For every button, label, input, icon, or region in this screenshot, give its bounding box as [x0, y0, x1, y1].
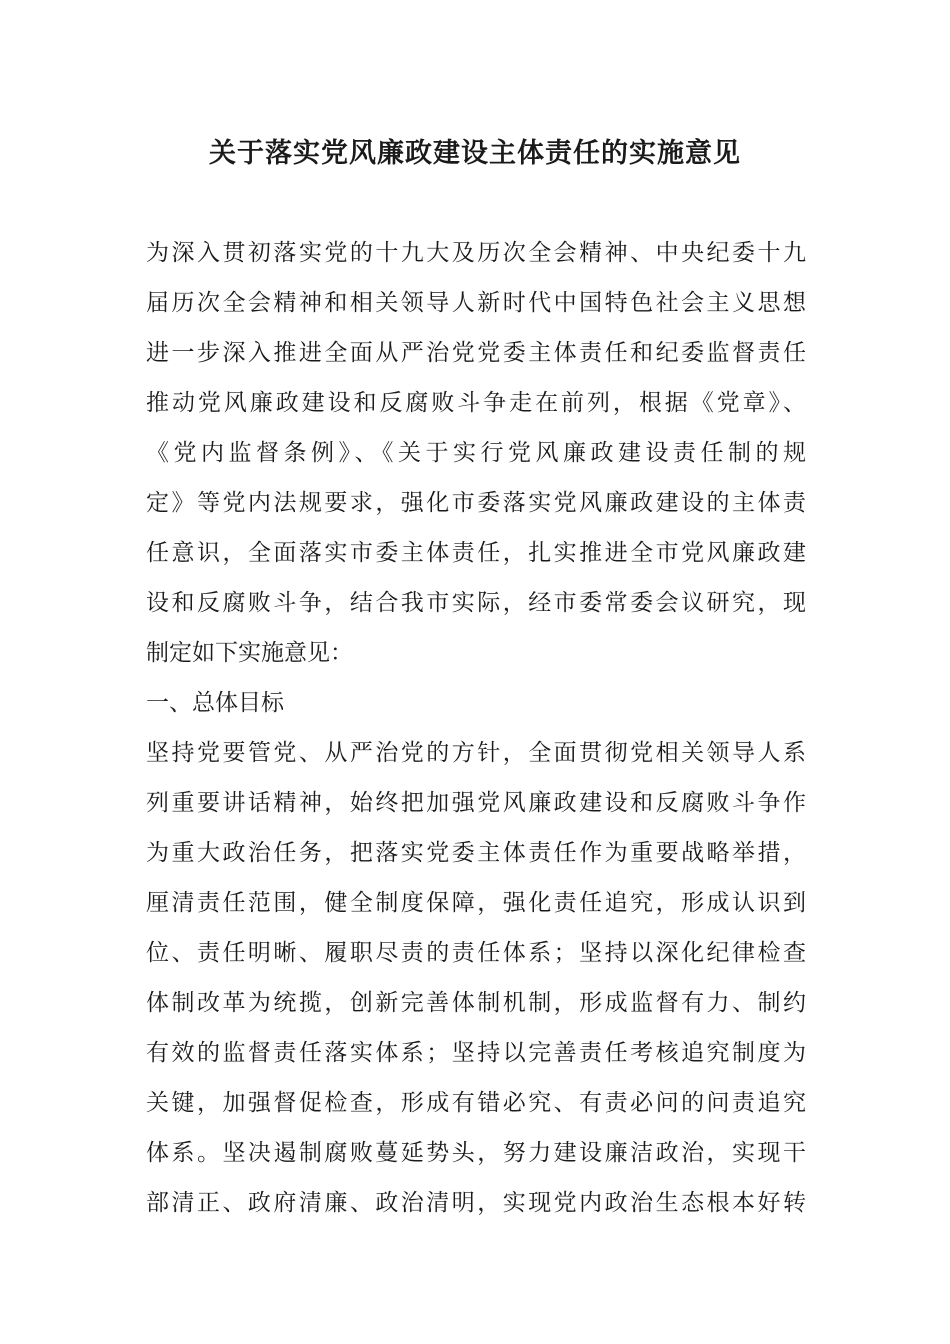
body-line: 体系。坚决遏制腐败蔓延势头，努力建设廉洁政治，实现干	[146, 1140, 806, 1166]
section-heading: 一、总体目标	[146, 690, 284, 716]
body-line: 推动党风廉政建设和反腐败斗争走在前列，根据《党章》、	[146, 390, 806, 416]
body-line: 为深入贯初落实党的十九大及历次全会精神、中央纪委十九	[146, 240, 806, 266]
body-line: 坚持党要管党、从严治党的方针，全面贯彻党相关领导人系	[146, 740, 806, 766]
body-line: 体制改革为统揽，创新完善体制机制，形成监督有力、制约	[146, 990, 806, 1016]
body-line: 《党内监督条例》、《关于实行党风廉政建设责任制的规	[146, 440, 806, 466]
body-line: 有效的监督责任落实体系；坚持以完善责任考核追究制度为	[146, 1040, 806, 1066]
body-line: 列重要讲话精神，始终把加强党风廉政建设和反腐败斗争作	[146, 790, 806, 816]
body-line: 部清正、政府清廉、政治清明，实现党内政治生态根本好转	[146, 1190, 806, 1216]
body-line: 任意识，全面落实市委主体责任，扎实推进全市党风廉政建	[146, 540, 806, 566]
body-line: 设和反腐败斗争，结合我市实际，经市委常委会议研究，现	[146, 590, 806, 616]
body-line: 进一步深入推进全面从严治党党委主体责任和纪委监督责任	[146, 340, 806, 366]
body-line: 位、责任明晰、履职尽责的责任体系；坚持以深化纪律检查	[146, 940, 806, 966]
body-line: 为重大政治任务，把落实党委主体责任作为重要战略举措，	[146, 840, 806, 866]
body-line: 定》等党内法规要求，强化市委落实党风廉政建设的主体责	[146, 490, 806, 516]
document-title: 关于落实党风廉政建设主体责任的实施意见	[209, 138, 741, 169]
body-line: 厘清责任范围，健全制度保障，强化责任追究，形成认识到	[146, 890, 806, 916]
body-line: 关键，加强督促检查，形成有错必究、有责必问的问责追究	[146, 1090, 806, 1116]
body-line: 届历次全会精神和相关领导人新时代中国特色社会主义思想	[146, 290, 806, 316]
body-line: 制定如下实施意见：	[146, 640, 353, 666]
